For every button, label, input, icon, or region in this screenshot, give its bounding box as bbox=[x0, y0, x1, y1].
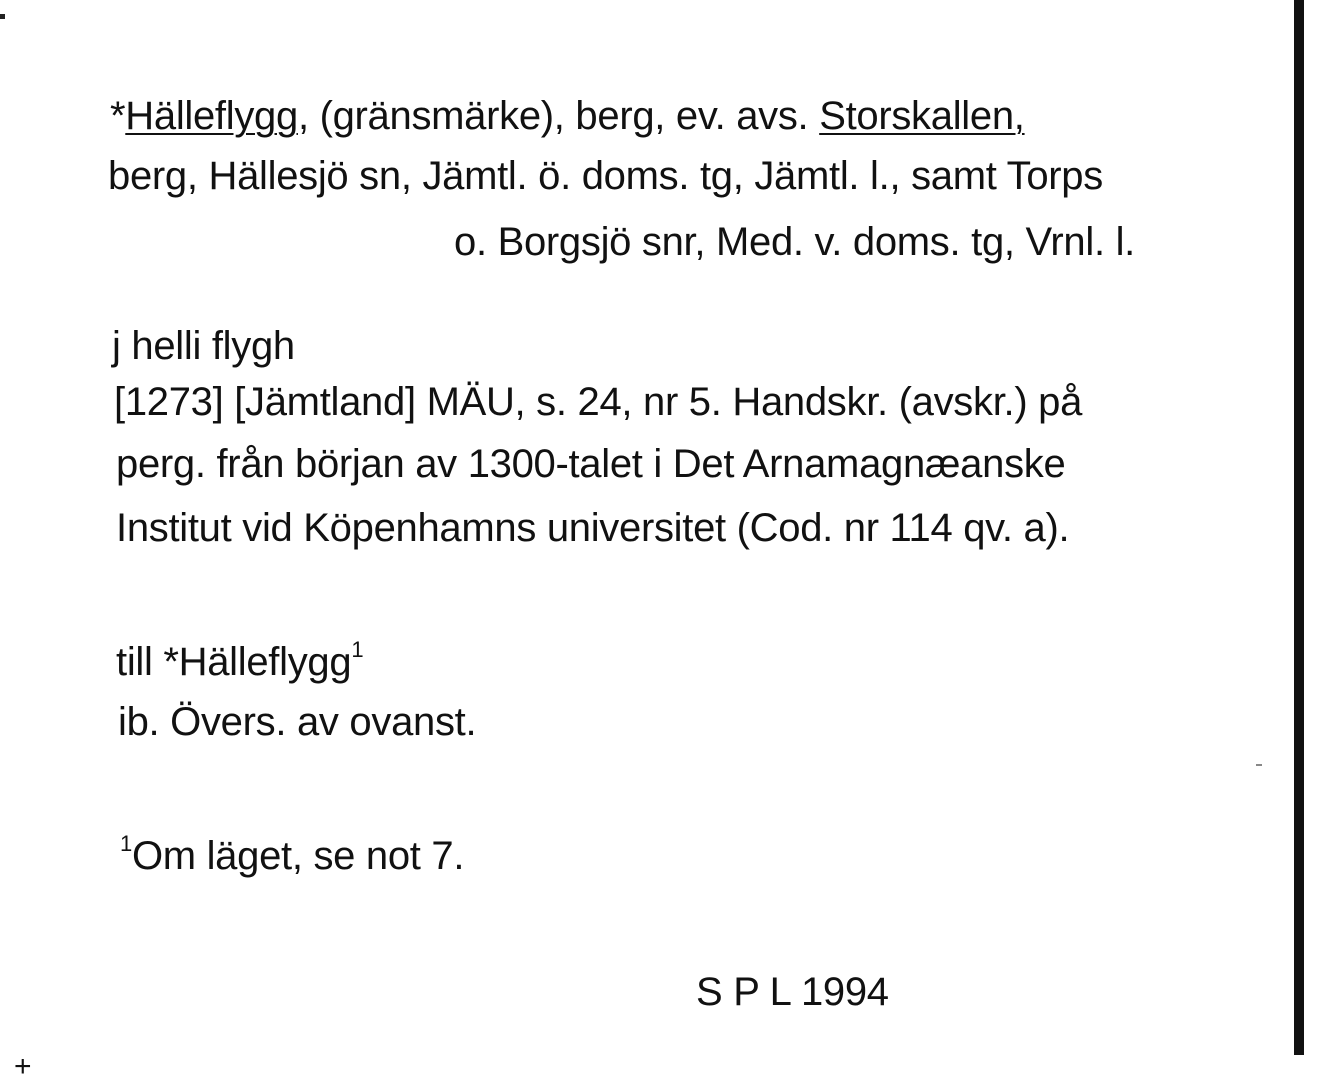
scan-speck bbox=[0, 14, 5, 19]
entry-description: , (gränsmärke), berg, ev. avs. bbox=[297, 94, 820, 138]
translation-text: till *Hälleflygg bbox=[116, 640, 352, 684]
entry-line-1 bbox=[110, 92, 1025, 140]
card-edge-border bbox=[1294, 0, 1304, 1055]
source-citation-line-3: Institut vid Köpenhamns universitet (Cod. nr 114 qv. a). bbox=[116, 506, 1070, 550]
headword: Hälleflygg bbox=[125, 94, 298, 138]
footnote-text: Om läget, se not 7. bbox=[131, 834, 465, 878]
footnote-marker: 1 bbox=[351, 637, 364, 662]
crosshair-mark: + bbox=[14, 1050, 32, 1083]
footnote-number: 1 bbox=[120, 831, 132, 856]
headword-prefix: * bbox=[110, 94, 126, 138]
translation-line-1 bbox=[116, 638, 363, 686]
footnote bbox=[120, 832, 464, 880]
translation-line-2: ib. Övers. av ovanst. bbox=[118, 700, 477, 744]
source-citation-line-2: perg. från början av 1300-talet i Det Arnamagnæanske bbox=[116, 442, 1066, 486]
entry-line-3: o. Borgsjö snr, Med. v. doms. tg, Vrnl. l. bbox=[454, 220, 1135, 264]
cross-reference-name: Storskallen, bbox=[819, 94, 1025, 138]
signature: S P L 1994 bbox=[696, 970, 889, 1014]
scan-mark bbox=[1256, 764, 1262, 766]
entry-line-2: berg, Hällesjö sn, Jämtl. ö. doms. tg, Jämtl. l., samt Torps bbox=[108, 154, 1103, 198]
source-citation-line-1: [1273] [Jämtland] MÄU, s. 24, nr 5. Handskr. (avskr.) på bbox=[114, 380, 1083, 424]
source-form: j helli flygh bbox=[112, 324, 295, 368]
